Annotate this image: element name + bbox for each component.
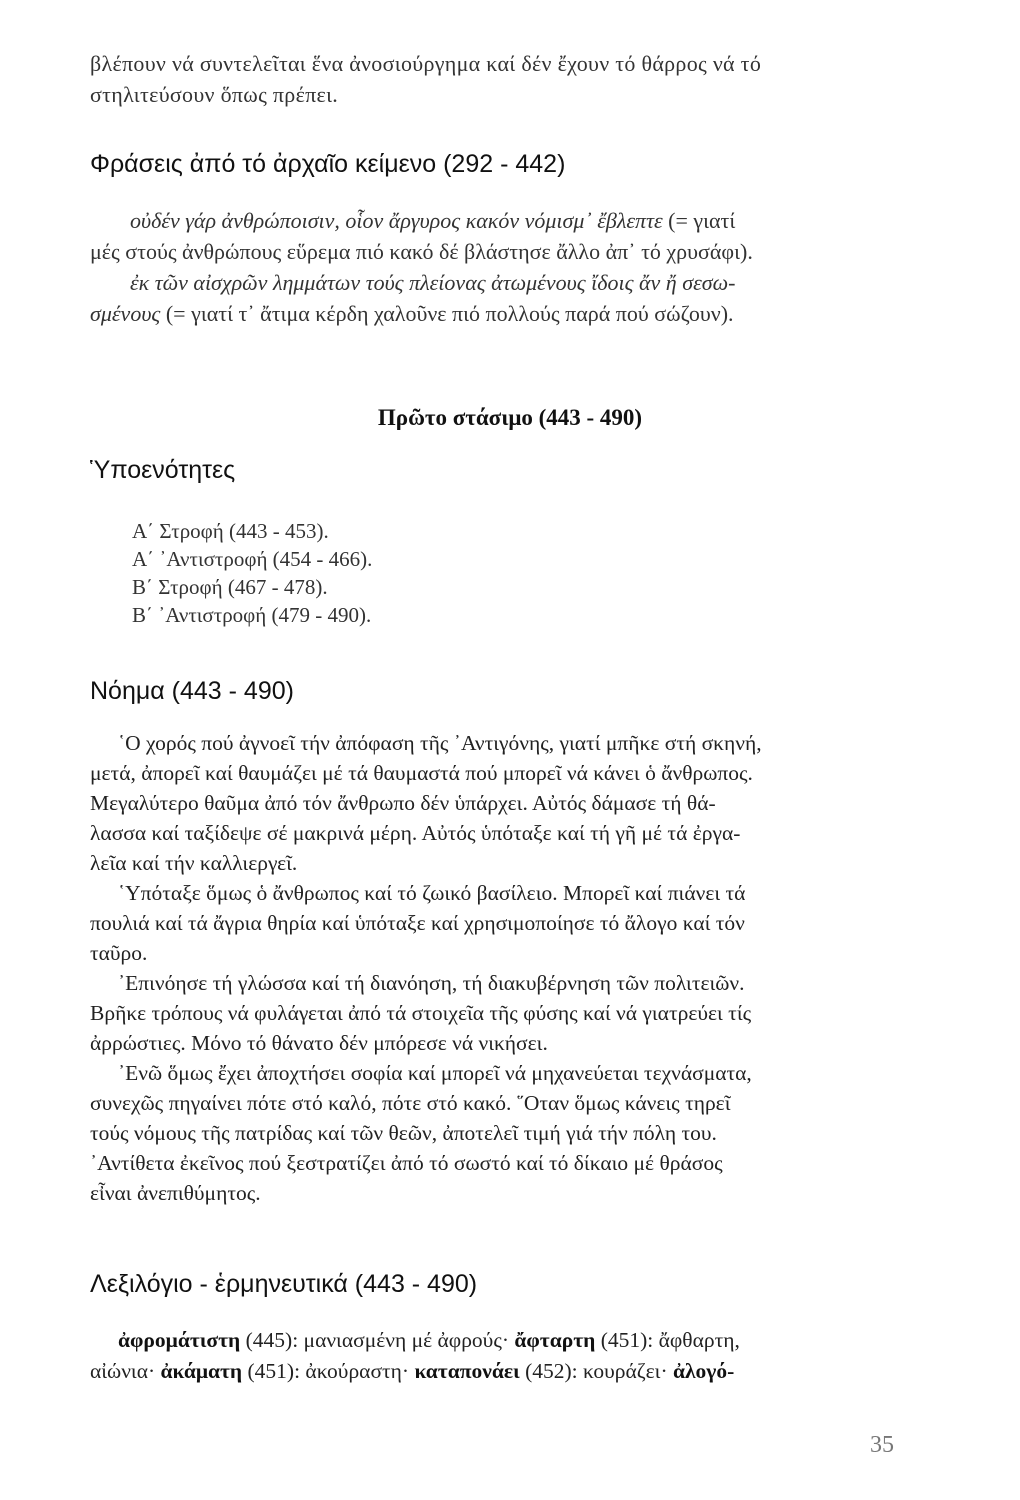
phrase-line [90,267,920,298]
text-line: ῾Υπόταξε ὅμως ὁ ἄνθρωπος καί τό ζωικό βασίλειο. Μπορεῖ καί πιάνει τά [118,881,746,905]
text-line: πουλιά καί τά ἄγρια θηρία καί ὑπόταξε καί χρησιμοποίησε τό ἄλογο καί τόν [90,911,745,935]
lexicon-definition: (451): ἀκούραστη· [242,1359,415,1383]
phrases-block [90,205,920,329]
meaning-text [90,728,920,1208]
paragraph [90,1058,920,1208]
list-item: Β΄ Στροφή (467 - 478). [132,575,328,599]
paragraph [90,728,920,878]
lexicon-term: καταπονάει [414,1359,520,1383]
text-line [90,1325,920,1356]
text-line: τούς νόμους τῆς πατρίδας καί τῶν θεῶν, ἀποτελεῖ τιμή γιά τήν πόλη του. [90,1121,717,1145]
ancient-phrase: ἐκ τῶν αἰσχρῶν λημμάτων τούς πλείονας ἀτωμένους ἴδοις ἄν ἤ σεσω- [130,270,736,295]
phrase-line [90,298,920,329]
subunits-heading: Ὑποενότητες [90,456,236,484]
text-line: μετά, ἀπορεῖ καί θαυμάζει μέ τά θαυμαστά πού μπορεῖ νά κάνει ὁ ἄνθρωπος. [90,761,753,785]
stasimo-title: Πρῶτο στάσιμο (443 - 490) [377,405,643,430]
text-line [90,1356,920,1387]
paragraph [90,968,920,1058]
text-line: ᾿Ενῶ ὅμως ἔχει ἀποχτήσει σοφία καί μπορεῖ νά μηχανεύεται τεχνάσματα, [118,1061,752,1085]
list-item: Α΄ ᾿Αντιστροφή (454 - 466). [132,547,373,571]
text-line: ταῦρο. [90,941,148,965]
phrase-line [90,205,920,236]
lexicon-term: ἀλογό- [672,1359,735,1383]
subunits-list [132,517,372,629]
text-line: εἶναι ἀνεπιθύμητος. [90,1181,261,1205]
intro-text [90,48,920,110]
text-line: Μεγαλύτερο θαῦμα ἀπό τόν ἄνθρωπο δέν ὑπάρχει. Αὐτός δάμασε τή θά- [90,791,716,815]
text-line: ῾Ο χορός πού ἀγνοεῖ τήν ἀπόφαση τῆς ᾿Αντιγόνης, γιατί μπῆκε στή σκηνή, [118,731,762,755]
translation: (= γιατί [668,208,736,233]
text-line: ᾿Επινόησε τή γλώσσα καί τή διανόηση, τή διακυβέρνηση τῶν πολιτειῶν. [118,971,745,995]
text-line: στηλιτεύσουν ὅπως πρέπει. [90,82,339,107]
text-line: βλέπουν νά συντελεῖται ἕνα ἀνοσιούργημα καί δέν ἔχουν τό θάρρος νά τό [90,51,762,76]
list-item: Β΄ ᾿Αντιστροφή (479 - 490). [132,603,372,627]
text-line: Βρῆκε τρόπους νά φυλάγεται ἀπό τά στοιχεῖα τῆς φύσης καί νά γιατρεύει τίς [90,1001,752,1025]
lexicon-definition: (452): κουράζει· [519,1359,673,1383]
text-line: ᾿Αντίθετα ἐκεῖνος πού ξεστρατίζει ἀπό τό σωστό καί τό δίκαιο μέ θράσος [90,1151,723,1175]
text-line: λεῖα καί τήν καλλιεργεῖ. [90,851,298,875]
ancient-phrase: σμένους [90,301,161,326]
lexicon-heading: Λεξιλόγιο - ἑρμηνευτικά (443 - 490) [90,1270,478,1298]
ancient-phrase: οὐδέν γάρ ἀνθρώποισιν, οἷον ἄργυρος κακόν νόμισμ᾽ ἔβλεπτε [130,208,663,233]
lexicon-term: ἀκάματη [160,1359,243,1383]
translation: (= γιατί τ᾽ ἄτιμα κέρδη χαλοῦνε πιό πολλούς παρά πού σώζουν). [165,301,734,326]
list-item: Α΄ Στροφή (443 - 453). [132,519,329,543]
lexicon-definition: αἰώνια· [90,1359,161,1383]
lexicon-definition: (451): ἄφθαρτη, [595,1328,740,1352]
paragraph [90,878,920,968]
text-line: λασσα καί ταξίδεψε σέ μακρινά μέρη. Αὐτός ὑπόταξε καί τή γῆ μέ τά ἐργα- [90,821,741,845]
lexicon-term: ἀφρομάτιστη [118,1328,241,1352]
phrases-heading: Φράσεις ἀπό τό ἀρχαῖο κείμενο (292 - 442) [90,150,566,178]
phrase-line: μές στούς ἀνθρώπους εὕρεμα πιό κακό δέ βλάστησε ἄλλο ἀπ᾽ τό χρυσάφι). [90,239,753,264]
lexicon-text [90,1325,920,1387]
text-line: ἀρρώστιες. Μόνο τό θάνατο δέν μπόρεσε νά νικήσει. [90,1031,548,1055]
lexicon-definition: (445): μανιασμένη μέ ἀφρούς· [240,1328,515,1352]
text-line: συνεχῶς πηγαίνει πότε στό καλό, πότε στό κακό. ῞Οταν ὅμως κάνεις τηρεῖ [90,1091,731,1115]
page-number: 35 [870,1432,894,1458]
lexicon-term: ἄφταρτη [514,1328,596,1352]
meaning-heading: Νόημα (443 - 490) [90,677,294,705]
